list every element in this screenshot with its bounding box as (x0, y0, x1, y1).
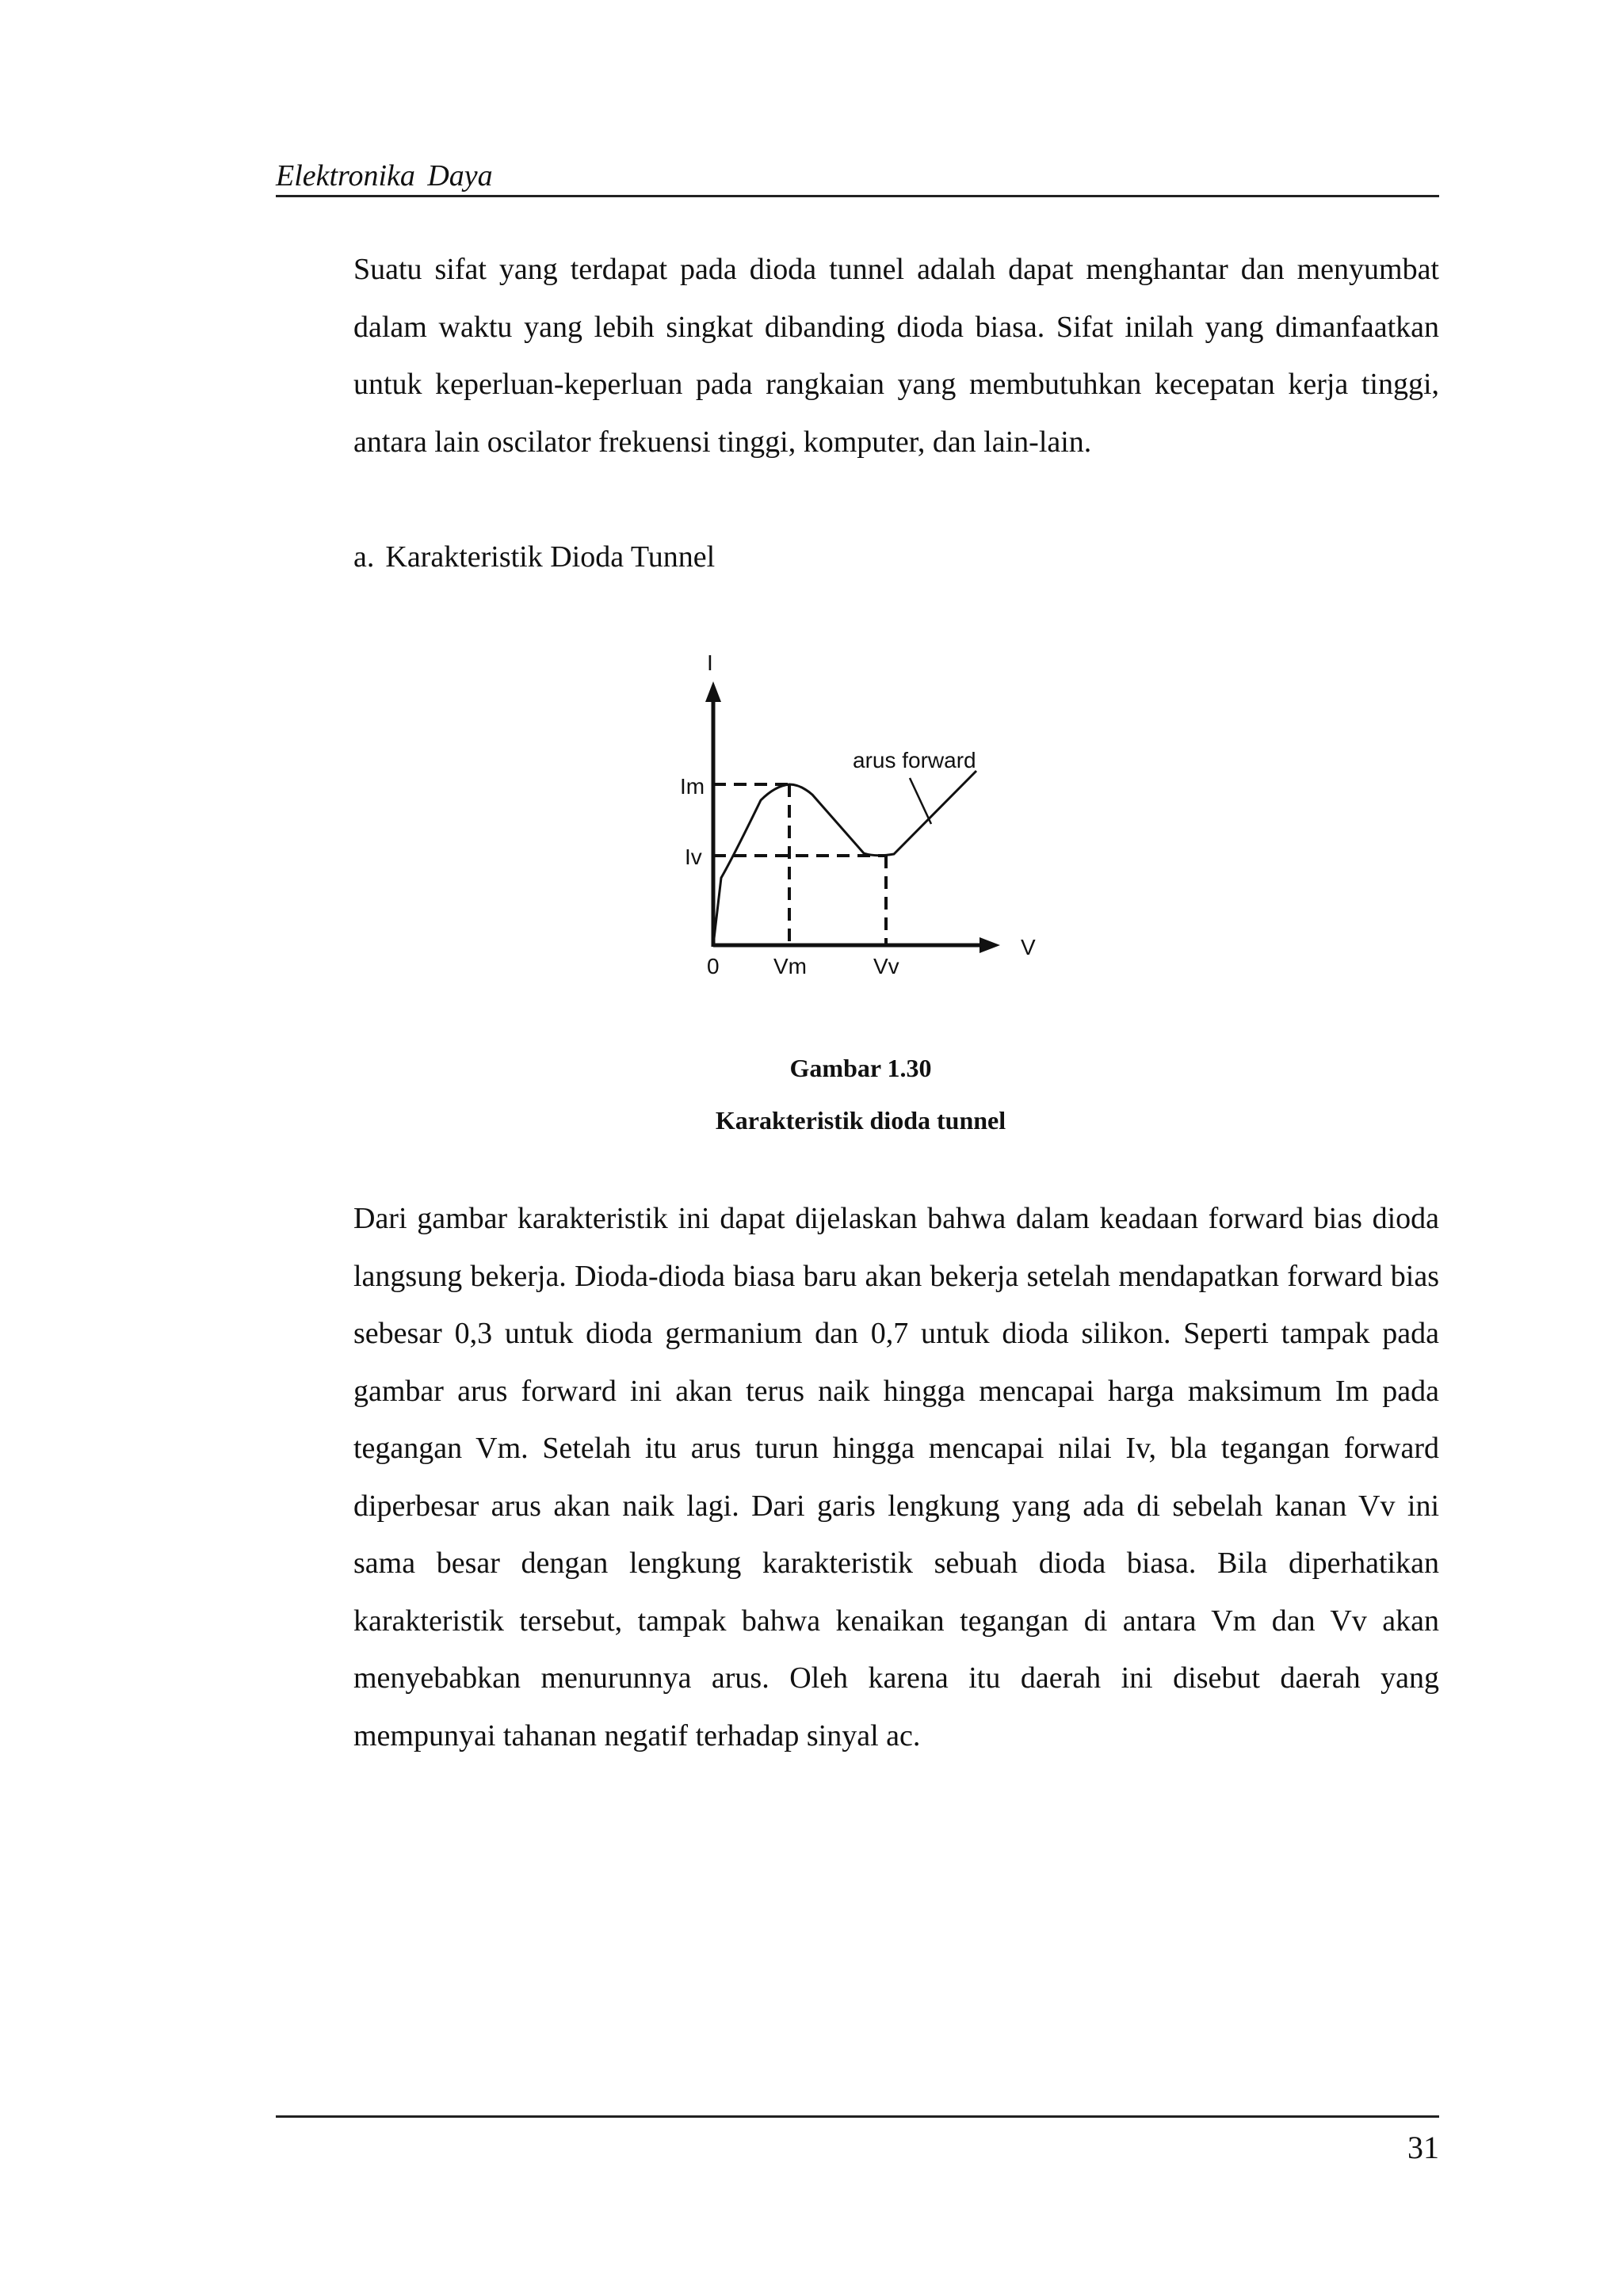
figure-caption-title: Karakteristik dioda tunnel (715, 1106, 1006, 1135)
tunnel-diode-curve (713, 771, 976, 945)
curve-annotation-label: arus forward (853, 748, 976, 772)
x-axis-arrowhead (980, 937, 1000, 953)
section-number: a. (353, 540, 375, 574)
body-paragraph-2: Dari gambar karakteristik ini dapat dijelaskan bahwa dalam keadaan forward bias dioda langsung bekerja. Dioda-dioda biasa baru akan bekerja setelah mendapatkan forward bias sebesar 0,3 untuk dioda germanium dan 0,7 untuk dioda silikon. Seperti tampak pada gambar arus forward ini akan terus naik hingga mencapai harga maksimum Im pada tegangan Vm. Setelah itu arus turun hingga mencapai nilai Iv, bla tegangan forward diperbesar arus akan naik lagi. Dari garis lengkung yang ada di sebelah kanan Vv ini sama besar dengan lengkung karakteristik sebuah dioda biasa. Bila diperhatikan karakteristik tersebut, tampak bahwa kenaikan tegangan di antara Vm dan Vv akan menyebabkan menurunnya arus. Oleh karena itu daerah ini disebut daerah yang mempunyai tahanan negatif terhadap sinyal ac. (353, 1202, 1439, 1753)
y-axis-arrowhead (705, 681, 721, 702)
body-paragraph-1: Suatu sifat yang terdapat pada dioda tunnel adalah dapat menghantar dan menyumbat dalam waktu yang lebih singkat dibanding dioda biasa. Sifat inilah yang dimanfaatkan untuk keperluan-keperluan pada rangkaian yang membutuhkan kecepatan kerja tinggi, antara lain oscilator frekuensi tinggi, komputer, dan lain-lain. (353, 253, 1439, 459)
section-title: Karakteristik Dioda Tunnel (385, 540, 716, 574)
y-tick-im: Im (680, 774, 705, 799)
x-tick-vv: Vv (873, 954, 899, 978)
figure-caption-number: Gambar 1.30 (789, 1054, 932, 1082)
y-tick-iv: Iv (685, 845, 702, 869)
x-axis-label: V (1021, 935, 1036, 959)
running-header-title: Elektronika Daya (276, 159, 493, 193)
section-heading (353, 528, 715, 585)
x-tick-vm: Vm (773, 954, 807, 978)
tunnel-diode-characteristic-figure (634, 650, 1078, 990)
page-footer (276, 2115, 1439, 2165)
page-header (276, 155, 1439, 197)
page-number: 31 (1407, 2130, 1439, 2165)
y-axis-label: I (707, 650, 713, 675)
characteristic-diagram (634, 650, 1078, 990)
annotation-leader-line (910, 778, 931, 824)
origin-label: 0 (707, 954, 720, 978)
